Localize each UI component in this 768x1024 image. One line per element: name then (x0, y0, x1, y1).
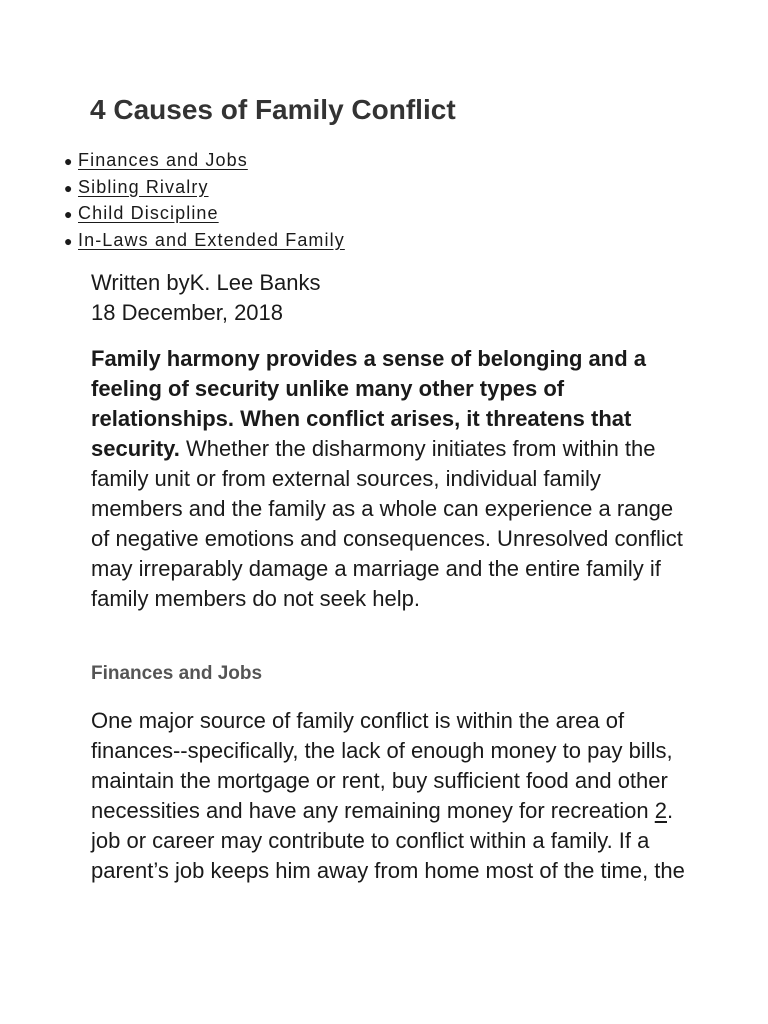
bullet-icon: ● (64, 232, 74, 249)
intro-bold-text: Family harmony provides a sense of belonging and a feeling of security unlike many other types of relationships. When conflict arises, it threatens that security. (91, 346, 647, 461)
toc-link-child-discipline[interactable]: Child Discipline (78, 203, 219, 223)
bullet-icon: ● (64, 179, 74, 196)
intro-paragraph (91, 344, 691, 614)
toc-link-sibling-rivalry[interactable]: Sibling Rivalry (78, 176, 209, 197)
toc-link-finances[interactable]: Finances and Jobs (78, 150, 248, 170)
finances-text-end: . job or career may contribute to conflict within a family. If a parent’s job keeps him away from home most of the time, the (91, 798, 685, 883)
footnote-link[interactable]: 2 (654, 798, 667, 823)
byline (91, 268, 321, 328)
toc-link-in-laws[interactable]: In-Laws and Extended Family (78, 229, 345, 250)
author-line: Written byK. Lee Banks (91, 270, 321, 295)
section-heading-finances: Finances and Jobs (91, 663, 263, 684)
publish-date: 18 December, 2018 (91, 300, 284, 325)
finances-text-start: One major source of family conflict is within the area of finances--specifically, the lack of enough money to pay bills, maintain the mortgage or rent, buy sufficient food and other necessities and have any remaining money for recreation (91, 708, 673, 823)
bullet-icon: ● (64, 206, 74, 222)
bullet-icon: ● (64, 153, 74, 169)
intro-text: Whether the disharmony initiates from within the family unit or from external sources, individual family members and the family as a whole can experience a range of negative emotions and consequences. Unresolved conflict may irreparably damage a marriage and the entire family if family members do not seek help. (91, 436, 683, 611)
finances-paragraph (91, 706, 691, 886)
article-title: 4 Causes of Family Conflict (90, 94, 456, 125)
